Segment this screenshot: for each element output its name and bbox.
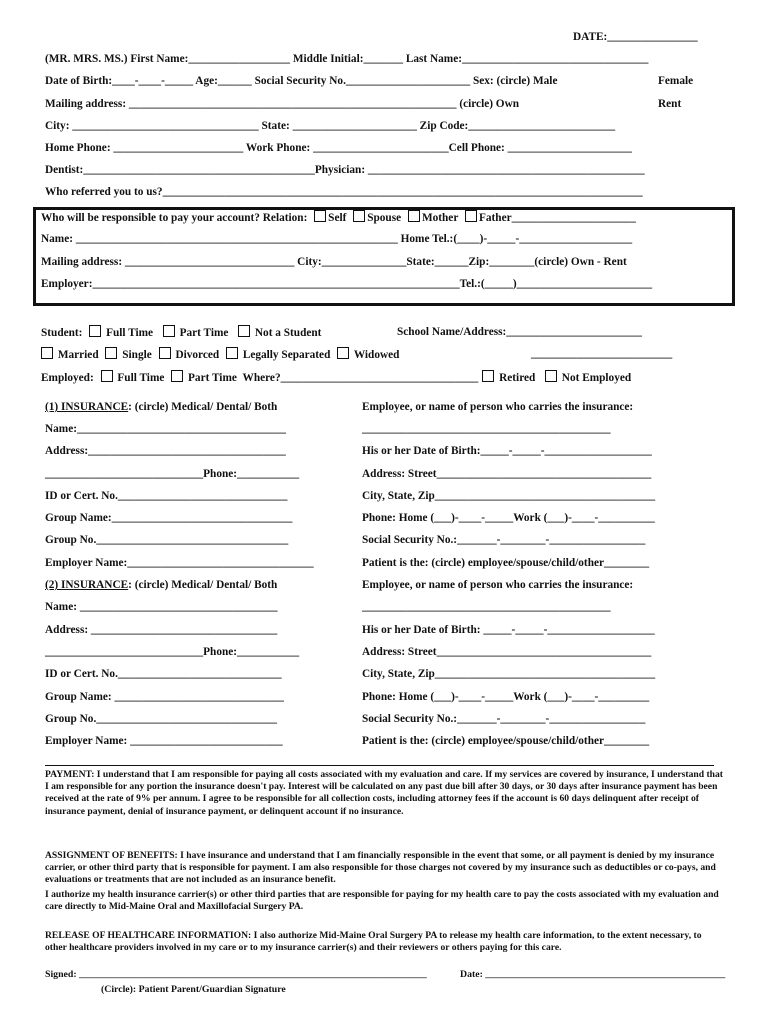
student-label: Student: — [41, 327, 83, 339]
not-student-label: Not a Student — [254, 327, 322, 339]
not-employed-checkbox[interactable] — [545, 370, 557, 382]
authorize-paragraph: I authorize my health insurance carrier(s) or other third parties that are responsible for paying for my health care to pay the costs associated with my evaluation and care directly to Mid-Maine Oral and Maxillofacial Surgery PA. — [45, 889, 719, 913]
signature-line[interactable]: Signed: _______________________________________________________________________ — [45, 969, 427, 980]
not-student-checkbox[interactable] — [238, 325, 250, 337]
responsible-name-line[interactable]: Name: _________________________________________________________ Home Tel.:(____)-_____-____________________ — [41, 233, 633, 245]
insurance2-holder-city-field[interactable]: City, State, Zip_______________________________________ — [362, 668, 656, 680]
insurance1-holder-title: Employee, or name of person who carries the insurance: — [362, 401, 634, 413]
insurance1-holder-name-field[interactable]: ____________________________________________ — [362, 423, 611, 435]
insurance1-holder-city-field[interactable]: City, State, Zip_______________________________________ — [362, 490, 656, 502]
father-checkbox[interactable] — [465, 210, 477, 222]
city-line[interactable]: City: _________________________________ State: ______________________ Zip Code:__________________________ — [45, 120, 616, 132]
responsible-employer-line[interactable]: Employer:_________________________________________________________________Tel.:(_____)________________________ — [41, 278, 653, 290]
marital-row — [37, 347, 399, 362]
insurance2-name-field[interactable]: Name: ___________________________________ — [45, 601, 278, 613]
employed-part-time-checkbox[interactable] — [171, 370, 183, 382]
insurance2-phone-field[interactable]: ____________________________Phone:___________ — [45, 646, 300, 658]
referred-line[interactable]: Who referred you to us?_____________________________________________________________________________________ — [45, 186, 643, 198]
self-checkbox[interactable] — [314, 210, 326, 222]
insurance2-group-name-field[interactable]: Group Name: ______________________________ — [45, 691, 284, 703]
insurance1-group-no-field[interactable]: Group No.__________________________________ — [45, 534, 289, 546]
divorced-checkbox[interactable] — [159, 347, 171, 359]
insurance2-title: (2) INSURANCE — [45, 579, 129, 591]
responsible-relation-line — [41, 210, 636, 225]
insurance1-employer-field[interactable]: Employer Name:_________________________________ — [45, 557, 314, 569]
insurance2-address-field[interactable]: Address: _________________________________ — [45, 624, 278, 636]
assignment-paragraph: ASSIGNMENT OF BENEFITS: I have insurance and understand that I am financially responsible in the event that some, or all payment is denied by my insurance carrier, or other third party that is responsible for payment. I am also responsible for those charges not covered by my insurance such as deductibles or co-pays, and evaluations or treatments that are not included as an insurance benefit. — [45, 850, 716, 886]
mother-checkbox[interactable] — [408, 210, 420, 222]
insurance2-type: : (circle) Medical/ Dental/ Both — [128, 579, 278, 591]
employment-row — [41, 370, 631, 385]
insurance1-holder-phone-field[interactable]: Phone: Home (___)-____-_____Work (___)-____-__________ — [362, 512, 655, 524]
widowed-label: Widowed — [353, 349, 400, 361]
insurance1-address-field[interactable]: Address:___________________________________ — [45, 445, 286, 457]
spouse-checkbox[interactable] — [353, 210, 365, 222]
signature-circle-options: (Circle): Patient Parent/Guardian Signature — [101, 984, 286, 995]
insurance2-id-field[interactable]: ID or Cert. No._____________________________ — [45, 668, 282, 680]
student-row — [41, 325, 321, 340]
phone-line[interactable]: Home Phone: _______________________ Work Phone: ________________________Cell Phone: ______________________ — [45, 142, 632, 154]
insurance1-title-line — [45, 400, 277, 414]
retired-label: Retired — [499, 372, 536, 384]
insurance1-id-field[interactable]: ID or Cert. No.______________________________ — [45, 490, 288, 502]
school-field[interactable]: School Name/Address:________________________ — [397, 326, 642, 338]
patient-dob-line[interactable]: Date of Birth:____-____-_____ Age:______ Social Security No.______________________ Sex: (circle) Male — [45, 75, 558, 87]
rent-option[interactable]: Rent — [658, 98, 682, 110]
student-full-time-checkbox[interactable] — [89, 325, 101, 337]
student-part-time-label: Part Time — [179, 327, 229, 339]
father-label[interactable]: Father______________________ — [478, 212, 636, 224]
payment-paragraph: PAYMENT: I understand that I am responsible for paying all costs associated with my evaluation and care. If my services are covered by insurance, I understand that I am responsible for any portion the insurance doesn't pay. Interest will be calculated on any past due bill after 30 days, or 30 days after insurance payment has been received at the rate of 9% per annum. I agree to be responsible for all collection costs, including attorney fees if the account is 60 days delinquent after receipt of insurance payment, denial of insurance payment, or delinquent account if no insurance. — [45, 769, 723, 817]
employed-part-time-label: Part Time — [188, 372, 237, 384]
employed-full-time-label: Full Time — [117, 372, 165, 384]
retired-checkbox[interactable] — [482, 370, 494, 382]
legally-separated-label: Legally Separated — [242, 349, 331, 361]
insurance1-holder-dob-field[interactable]: His or her Date of Birth:_____-_____-___________________ — [362, 445, 652, 457]
mailing-address-line[interactable]: Mailing address: __________________________________________________________ (circle) Own — [45, 98, 520, 110]
insurance1-type: : (circle) Medical/ Dental/ Both — [128, 401, 278, 413]
insurance2-holder-ssn-field[interactable]: Social Security No.:_______-________-_________________ — [362, 713, 646, 725]
section-divider — [45, 765, 714, 766]
insurance1-holder-ssn-field[interactable]: Social Security No.:_______-________-_________________ — [362, 534, 646, 546]
marital-blank-line[interactable]: _________________________ — [531, 348, 673, 360]
insurance1-name-field[interactable]: Name:_____________________________________ — [45, 423, 286, 435]
insurance2-title-line — [45, 578, 277, 592]
insurance2-holder-phone-field[interactable]: Phone: Home (___)-____-_____Work (___)-____-_________ — [362, 691, 650, 703]
responsible-question: Who will be responsible to pay your account? Relation: — [41, 212, 308, 224]
married-checkbox[interactable] — [41, 347, 53, 359]
insurance1-group-name-field[interactable]: Group Name:________________________________ — [45, 512, 293, 524]
insurance1-holder-street-field[interactable]: Address: Street______________________________________ — [362, 468, 652, 480]
date-field[interactable]: DATE:________________ — [573, 31, 698, 43]
self-label: Self — [328, 212, 347, 224]
employed-label: Employed: — [41, 372, 94, 384]
release-paragraph: RELEASE OF HEALTHCARE INFORMATION: I also authorize Mid-Maine Oral Surgery PA to release my health care information, to the extent necessary, to other healthcare providers involved in my care or to my insurance carrier(s) and their reviewers or others paying for this care. — [45, 930, 702, 954]
insurance2-holder-street-field[interactable]: Address: Street______________________________________ — [362, 646, 652, 658]
insurance1-patient-relation-field[interactable]: Patient is the: (circle) employee/spouse/child/other________ — [362, 557, 650, 569]
insurance1-phone-field[interactable]: ____________________________Phone:___________ — [45, 468, 300, 480]
signature-date-line[interactable]: Date: _________________________________________________ — [460, 969, 726, 980]
widowed-checkbox[interactable] — [337, 347, 349, 359]
legally-separated-checkbox[interactable] — [226, 347, 238, 359]
insurance2-patient-relation-field[interactable]: Patient is the: (circle) employee/spouse/child/other________ — [362, 735, 650, 747]
single-checkbox[interactable] — [105, 347, 117, 359]
divorced-label: Divorced — [175, 349, 220, 361]
insurance2-holder-title: Employee, or name of person who carries the insurance: — [362, 579, 634, 591]
not-employed-label: Not Employed — [561, 372, 632, 384]
insurance2-group-no-field[interactable]: Group No.________________________________ — [45, 713, 278, 725]
insurance2-holder-name-field[interactable]: ____________________________________________ — [362, 601, 611, 613]
insurance1-title: (1) INSURANCE — [45, 401, 129, 413]
married-label: Married — [57, 349, 99, 361]
student-part-time-checkbox[interactable] — [163, 325, 175, 337]
student-full-time-label: Full Time — [106, 327, 154, 339]
insurance2-employer-field[interactable]: Employer Name: ___________________________ — [45, 735, 283, 747]
sex-female-option[interactable]: Female — [658, 75, 694, 87]
single-label: Single — [122, 349, 152, 361]
responsible-mailing-line[interactable]: Mailing address: ______________________________ City:_______________State:______Zip:________(circle) Own - Rent — [41, 256, 627, 268]
patient-name-line[interactable]: (MR. MRS. MS.) First Name:__________________ Middle Initial:_______ Last Name:_________________________________ — [45, 53, 649, 65]
mother-label: Mother — [421, 212, 459, 224]
employed-full-time-checkbox[interactable] — [101, 370, 113, 382]
spouse-label: Spouse — [367, 212, 402, 224]
employment-where-field[interactable]: Where?___________________________________ — [242, 372, 479, 384]
insurance2-holder-dob-field[interactable]: His or her Date of Birth: _____-_____-___________________ — [362, 624, 655, 636]
dentist-line[interactable]: Dentist:_________________________________________Physician: _________________________________________________ — [45, 164, 645, 176]
